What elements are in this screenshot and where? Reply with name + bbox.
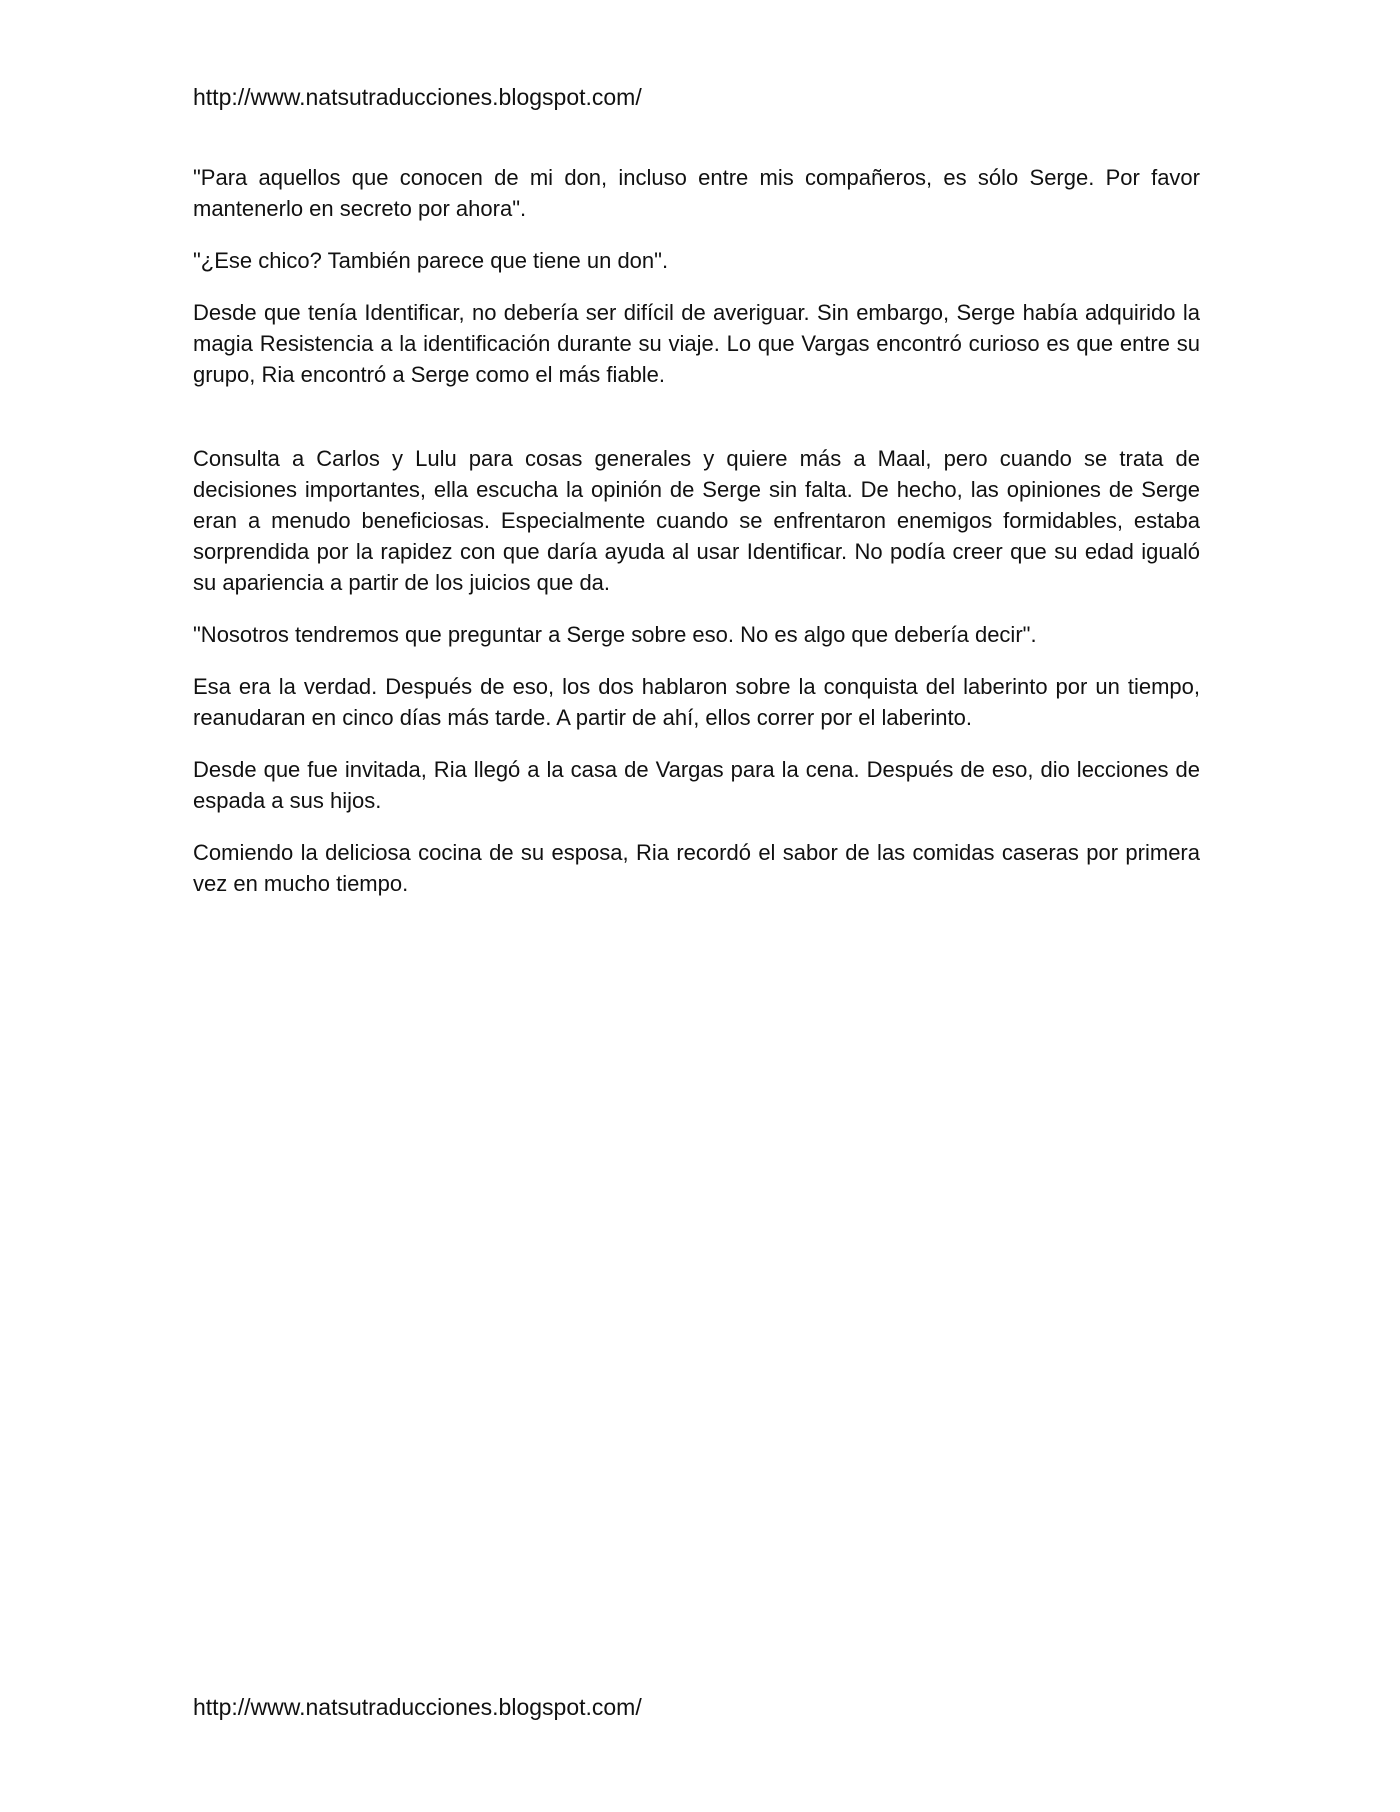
document-body — [193, 162, 1200, 920]
paragraph: "¿Ese chico? También parece que tiene un don". — [193, 248, 669, 273]
footer-url: http://www.natsutraducciones.blogspot.com/ — [193, 1694, 642, 1720]
paragraph: Comiendo la deliciosa cocina de su esposa, Ria recordó el sabor de las comidas caseras por primera vez en mucho tiempo. — [193, 840, 1200, 896]
paragraph: Esa era la verdad. Después de eso, los dos hablaron sobre la conquista del laberinto por un tiempo, reanudaran en cinco días más tarde. A partir de ahí, ellos correr por el laberinto. — [193, 674, 1200, 730]
paragraph: "Para aquellos que conocen de mi don, incluso entre mis compañeros, es sólo Serge. Por favor mantenerlo en secreto por ahora". — [193, 165, 1200, 221]
paragraph: Consulta a Carlos y Lulu para cosas generales y quiere más a Maal, pero cuando se trata de decisiones importantes, ella escucha la opinión de Serge sin falta. De hecho, las opiniones de Serge eran a menudo beneficiosas. Especialmente cuando se enfrentaron enemigos formidables, estaba sorprendida por la rapidez con que daría ayuda al usar Identificar. No podía creer que su edad igualó su apariencia a partir de los juicios que da. — [193, 446, 1200, 595]
paragraph: Desde que tenía Identificar, no debería ser difícil de averiguar. Sin embargo, Serge había adquirido la magia Resistencia a la identificación durante su viaje. Lo que Vargas encontró curioso es que entre su grupo, Ria encontró a Serge como el más fiable. — [193, 300, 1200, 387]
paragraph: "Nosotros tendremos que preguntar a Serge sobre eso. No es algo que debería decir". — [193, 622, 1037, 647]
paragraph: Desde que fue invitada, Ria llegó a la casa de Vargas para la cena. Después de eso, dio lecciones de espada a sus hijos. — [193, 757, 1200, 813]
header-url: http://www.natsutraducciones.blogspot.com/ — [193, 84, 642, 110]
